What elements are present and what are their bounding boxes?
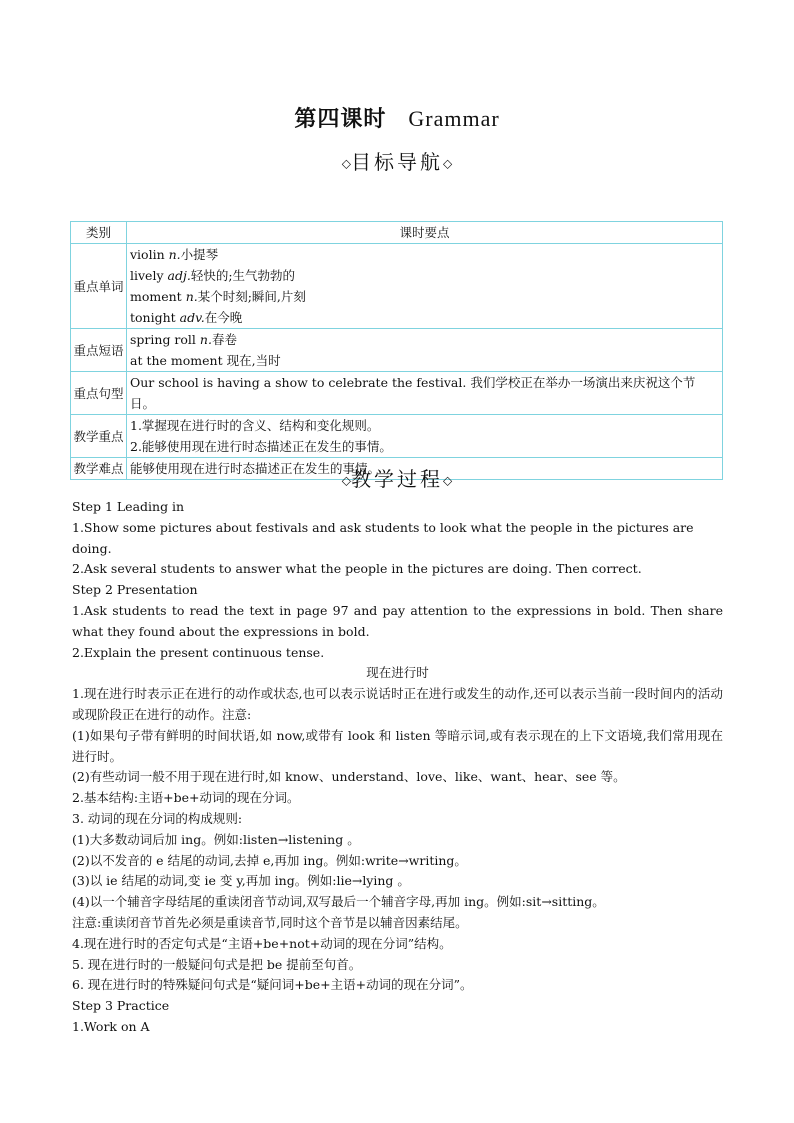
- body-paragraph: 现在进行时: [366, 665, 429, 681]
- row-points: [127, 244, 723, 329]
- row-points: [127, 372, 723, 415]
- body-paragraph: 1.Show some pictures about festivals and ask students to look what the people in the pictures are doing.: [72, 519, 694, 556]
- diamond-icon: ◇: [341, 156, 351, 171]
- table-header-row: [71, 222, 723, 244]
- table-row: [71, 372, 723, 415]
- body-paragraph: (1)大多数动词后加 ing。例如:listen→listening 。: [72, 831, 360, 847]
- diamond-icon: ◇: [341, 473, 351, 488]
- body-paragraph: (2)有些动词一般不用于现在进行时,如 know、understand、love、like、want、hear、see 等。: [72, 769, 626, 785]
- point-word: spring roll: [130, 332, 196, 347]
- point-meaning: 某个时刻;瞬间,片刻: [197, 289, 306, 304]
- body-paragraph: (1)如果句子带有鲜明的时间状语,如 now,或带有 look 和 listen 等暗示词,或有表示现在的上下文语境,我们常用现在进行时。: [72, 727, 723, 764]
- point-line: [130, 286, 719, 307]
- point-meaning: 现在,当时: [226, 353, 281, 368]
- point-word: moment: [130, 289, 182, 304]
- page-title: [0, 102, 794, 133]
- point-meaning: 1.掌握现在进行时的含义、结构和变化规则。: [130, 418, 380, 433]
- point-word: tonight: [130, 310, 176, 325]
- body-paragraph: Step 2 Presentation: [72, 582, 198, 598]
- point-meaning: 在今晚: [204, 310, 243, 325]
- point-meaning: 小提琴: [180, 247, 219, 262]
- body-paragraph: 注意:重读闭音节首先必须是重读音节,同时这个音节是以辅音因素结尾。: [72, 914, 468, 930]
- body-paragraph: Step 3 Practice: [72, 998, 170, 1014]
- row-points: [127, 415, 723, 458]
- point-line: [130, 436, 719, 457]
- objectives-table: [70, 221, 723, 480]
- body-paragraph: 1.现在进行时表示正在进行的动作或状态,也可以表示说话时正在进行或发生的动作,还可以表示当前一段时间内的活动或现阶段正在进行的动作。注意:: [72, 686, 723, 722]
- point-line: [130, 307, 719, 328]
- point-line: [130, 265, 719, 286]
- row-category: 重点单词: [71, 244, 127, 329]
- point-line: [130, 244, 719, 265]
- body-paragraph: (4)以一个辅音字母结尾的重读闭音节动词,双写最后一个辅音字母,再加 ing。例如:sit→sitting。: [72, 894, 605, 910]
- point-pos: n.: [168, 247, 181, 262]
- title-en: Grammar: [408, 106, 500, 131]
- point-line: [130, 350, 719, 371]
- point-pos: n.: [199, 332, 212, 347]
- lesson-body: [72, 497, 723, 1038]
- section-heading-process: [0, 463, 794, 492]
- header-points: 课时要点: [127, 222, 723, 244]
- body-paragraph: 4.现在进行时的否定句式是“主语+be+not+动词的现在分词”结构。: [72, 935, 452, 951]
- table-row: [71, 244, 723, 329]
- row-points: [127, 329, 723, 372]
- body-paragraph: 6. 现在进行时的特殊疑问句式是“疑问词+be+主语+动词的现在分词”。: [72, 977, 473, 993]
- section-label: 目标导航: [351, 150, 443, 174]
- point-line: [130, 372, 719, 414]
- body-paragraph: 5. 现在进行时的一般疑问句式是把 be 提前至句首。: [72, 956, 362, 972]
- body-paragraph: Step 1 Leading in: [72, 499, 185, 514]
- point-line: [130, 415, 719, 436]
- body-paragraph: 3. 动词的现在分词的构成规则:: [72, 810, 243, 826]
- diamond-icon: ◇: [443, 156, 453, 171]
- table-row: [71, 415, 723, 458]
- point-meaning: 我们学校正在举办一场演出来庆祝这个节日。: [130, 375, 696, 411]
- title-cn: 第四课时: [294, 106, 387, 132]
- point-word: Our school is having a show to celebrate the festival.: [130, 375, 467, 390]
- point-meaning: 春卷: [211, 332, 237, 347]
- point-pos: n.: [185, 289, 198, 304]
- point-pos: adj.: [167, 268, 191, 283]
- point-meaning: 轻快的;生气勃勃的: [190, 268, 296, 283]
- body-paragraph: 2.基本结构:主语+be+动词的现在分词。: [72, 790, 300, 806]
- table-row: [71, 329, 723, 372]
- point-line: [130, 329, 719, 350]
- row-category: 教学难点: [71, 458, 127, 480]
- header-category: 类别: [71, 222, 127, 244]
- point-meaning: 能够使用现在进行时态描述正在发生的事情。: [130, 461, 381, 476]
- diamond-icon: ◇: [443, 473, 453, 488]
- point-word: lively: [130, 268, 164, 283]
- point-pos: adv.: [179, 310, 205, 325]
- row-category: 重点句型: [71, 372, 127, 415]
- body-paragraph: 1.Work on A: [72, 1018, 150, 1034]
- body-paragraph: (2)以不发音的 e 结尾的动词,去掉 e,再加 ing。例如:write→writing。: [72, 852, 467, 868]
- body-paragraph: 2.Ask several students to answer what the people in the pictures are doing. Then correct.: [72, 561, 642, 577]
- body-paragraph: 2.Explain the present continuous tense.: [72, 644, 325, 660]
- body-paragraph: (3)以 ie 结尾的动词,变 ie 变 y,再加 ing。例如:lie→lying 。: [72, 873, 410, 889]
- point-word: violin: [130, 247, 165, 262]
- row-category: 重点短语: [71, 329, 127, 372]
- point-word: at the moment: [130, 353, 223, 368]
- row-category: 教学重点: [71, 415, 127, 458]
- point-meaning: 2.能够使用现在进行时态描述正在发生的事情。: [130, 439, 392, 454]
- body-paragraph: 1.Ask students to read the text in page 97 and pay attention to the expressions in bold. Then share what they found about the expressions in bold.: [72, 602, 723, 639]
- section-heading-objectives: [0, 146, 794, 175]
- section-label: 教学过程: [351, 467, 443, 491]
